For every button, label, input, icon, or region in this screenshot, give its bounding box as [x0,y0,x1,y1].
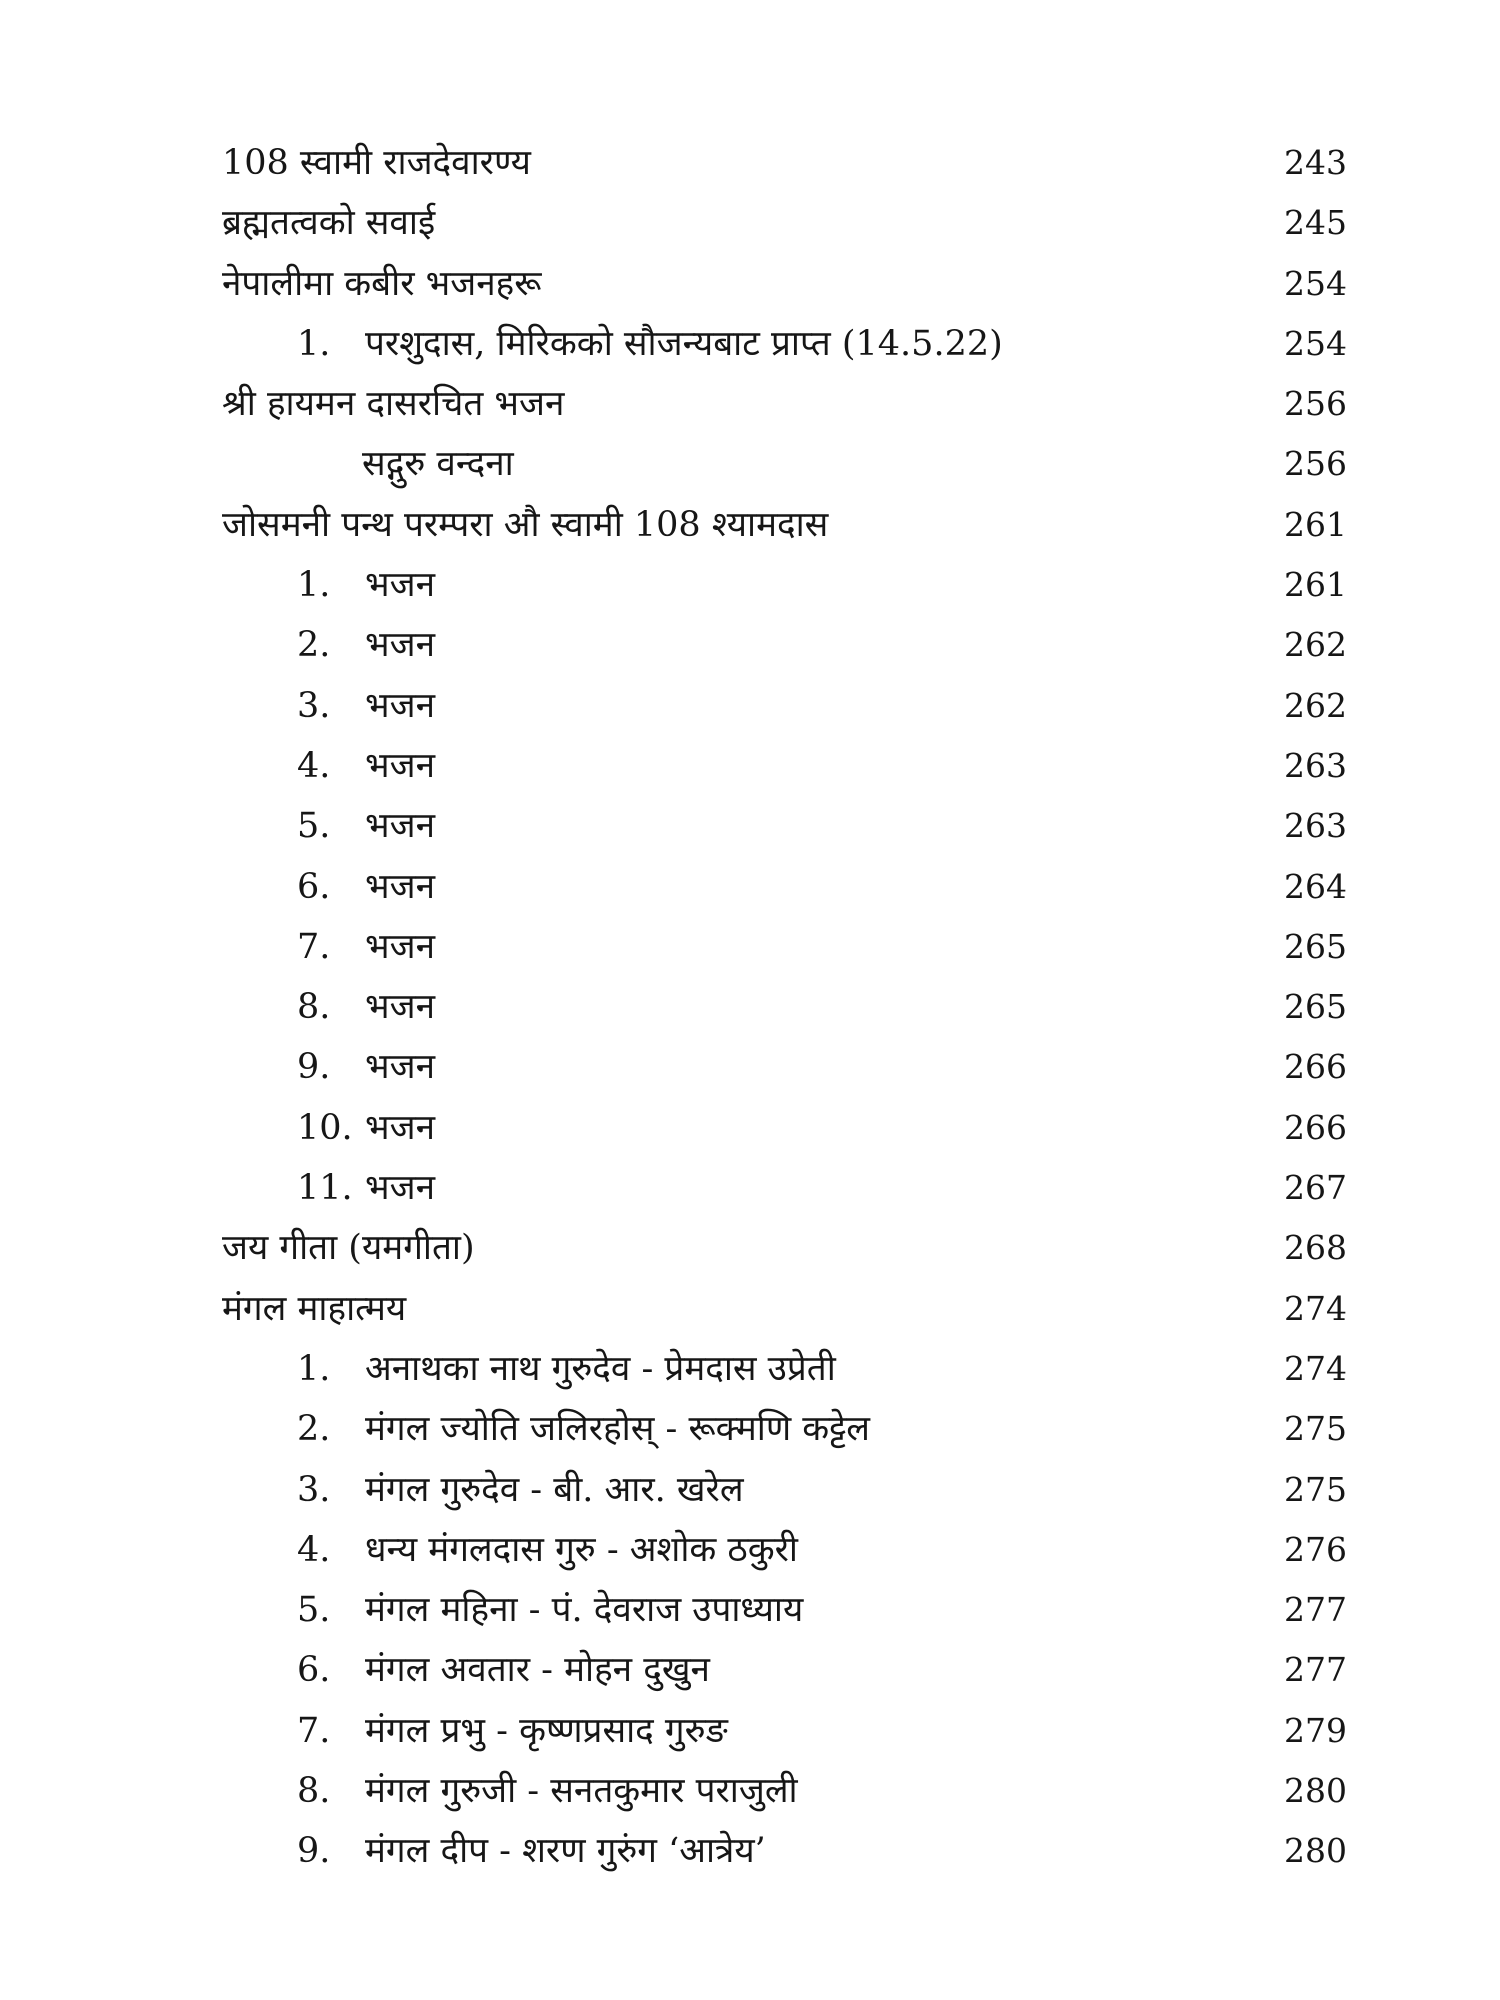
toc-entry-text: भजन [365,806,436,847]
toc-entry-text: भजन [365,1047,436,1088]
toc-entry-title [297,1399,870,1459]
toc-entry [222,193,1347,253]
toc-entry-page-number: 279 [1284,1710,1347,1750]
toc-entry-text: भजन [365,926,436,967]
toc-entry-number: 5. [297,806,331,847]
toc-entry-number: 11. [297,1168,353,1209]
toc-entry-title [297,857,435,917]
toc-entry [222,796,1347,856]
toc-entry [222,434,1347,494]
toc-entry-number: 8. [297,987,331,1028]
toc-entry-title [222,1218,475,1278]
toc-entry-title [297,1339,836,1399]
toc-entry-page-number: 275 [1284,1409,1347,1449]
toc-entry-text: मंगल गुरुदेव - बी. आर. खरेल [365,1469,744,1510]
toc-entry-title [297,1761,798,1821]
toc-entry-text: मंगल माहात्मय [222,1288,407,1329]
toc-entry [222,615,1347,675]
toc-entry-page-number: 265 [1284,926,1347,966]
toc-entry-number: 6. [297,1650,331,1691]
toc-entry [222,555,1347,615]
toc-entry [222,1640,1347,1700]
toc-entry-text: नेपालीमा कबीर भजनहरू [222,263,542,304]
toc-entry-title [297,555,435,615]
toc-entry-page-number: 265 [1284,987,1347,1027]
toc-entry-title [222,254,541,314]
toc-entry [222,857,1347,917]
toc-entry-text: भजन [365,1168,436,1209]
toc-entry-text: सद्गुरु वन्दना [362,444,514,485]
toc-entry-number: 2. [297,625,331,666]
toc-entry [222,1037,1347,1097]
toc-entry-title [297,1520,798,1580]
toc-entry-text: भजन [365,625,436,666]
toc-entry-number: 6. [297,866,331,907]
toc-entry-number: 7. [297,926,331,967]
toc-entry-title [222,1279,406,1339]
toc-entry-text: भजन [365,987,436,1028]
toc-entry [222,917,1347,977]
toc-entry-title [297,1037,435,1097]
toc-entry-number: 8. [297,1771,331,1812]
toc-entry-title [297,615,435,675]
toc-entry-title [297,796,435,856]
toc-entry [222,1098,1347,1158]
toc-entry-title [222,193,435,253]
toc-entry-number: 2. [297,1409,331,1450]
toc-entry-text: जय गीता (यमगीता) [222,1228,475,1269]
toc-entry-text: मंगल अवतार - मोहन दुखुन [365,1650,710,1691]
toc-entry-page-number: 243 [1284,143,1347,182]
toc-entry [222,1821,1347,1881]
toc-entry-title [297,1640,710,1700]
toc-entry [222,1279,1347,1339]
toc-entry-number: 1. [297,1348,331,1389]
toc-entry-text: अनाथका नाथ गुरुदेव - प्रेमदास उप्रेती [365,1348,836,1389]
toc-entry-text: धन्य मंगलदास गुरु - अशोक ठकुरी [365,1529,798,1570]
toc-entry-title [297,977,435,1037]
toc-entry-text: मंगल गुरुजी - सनतकुमार पराजुली [365,1771,798,1812]
toc-entry-text: भजन [365,866,436,907]
toc-entry-page-number: 277 [1284,1650,1347,1690]
toc-entry-page-number: 263 [1284,745,1347,785]
toc-entry-number: 4. [297,745,331,786]
toc-entry-title [222,374,564,434]
toc-entry [222,1460,1347,1520]
toc-entry-page-number: 275 [1284,1469,1347,1509]
table-of-contents [222,133,1347,1882]
toc-entry [222,1701,1347,1761]
toc-entry-page-number: 261 [1284,565,1347,605]
toc-entry-title [297,917,435,977]
toc-entry-title [297,1460,744,1520]
toc-entry-page-number: 274 [1284,1288,1347,1328]
toc-entry-page-number: 256 [1284,384,1347,424]
toc-entry [222,314,1347,374]
toc-entry-page-number: 266 [1284,1047,1347,1087]
toc-entry-page-number: 266 [1284,1107,1347,1147]
toc-entry-title [222,495,828,555]
toc-entry-title [297,736,435,796]
toc-entry-page-number: 262 [1284,625,1347,665]
toc-entry-page-number: 245 [1284,203,1347,243]
toc-entry [222,254,1347,314]
toc-entry-number: 3. [297,685,331,726]
toc-entry-number: 7. [297,1710,331,1751]
toc-entry-text: भजन [365,745,436,786]
toc-entry-page-number: 256 [1284,444,1347,484]
toc-entry-page-number: 276 [1284,1529,1347,1569]
toc-entry-number: 10. [297,1107,353,1148]
toc-entry-title [297,1098,435,1158]
toc-entry-title [297,1580,803,1640]
toc-entry-number: 3. [297,1469,331,1510]
toc-entry-title [362,434,514,494]
toc-entry-page-number: 261 [1284,504,1347,544]
toc-entry [222,1399,1347,1459]
toc-entry-number: 1. [297,323,331,364]
toc-entry-title [297,1821,766,1881]
toc-entry-title [297,1158,435,1218]
toc-entry-page-number: 254 [1284,323,1347,363]
toc-entry-text: ब्रह्मतत्वको सवाई [222,203,436,244]
toc-entry-text: मंगल प्रभु - कृष्णप्रसाद गुरुङ [365,1710,728,1751]
toc-entry [222,1339,1347,1399]
toc-entry-text: भजन [365,565,436,606]
toc-entry [222,1520,1347,1580]
toc-entry-text: मंगल महिना - पं. देवराज उपाध्याय [365,1590,804,1631]
toc-entry-page-number: 280 [1284,1771,1347,1811]
toc-entry-title [222,133,531,193]
toc-entry-title [297,314,1003,374]
toc-entry [222,736,1347,796]
toc-entry [222,676,1347,736]
toc-entry-page-number: 268 [1284,1228,1347,1268]
toc-entry [222,1218,1347,1278]
toc-entry-page-number: 277 [1284,1590,1347,1630]
toc-entry-title [297,676,435,736]
toc-entry-text: जोसमनी पन्थ परम्परा औ स्वामी 108 श्यामदास [222,504,829,545]
toc-entry-page-number: 263 [1284,806,1347,846]
toc-entry-text: मंगल दीप - शरण गुरुंग ‘आत्रेय’ [365,1831,766,1872]
toc-entry-page-number: 254 [1284,263,1347,303]
toc-entry-page-number: 267 [1284,1168,1347,1208]
toc-entry [222,133,1347,193]
toc-entry-number: 5. [297,1590,331,1631]
toc-entry-text: परशुदास, मिरिकको सौजन्यबाट प्राप्त (14.5.22) [365,323,1003,364]
toc-entry-text: भजन [365,685,436,726]
toc-entry [222,1761,1347,1821]
toc-entry [222,1158,1347,1218]
toc-entry-page-number: 262 [1284,685,1347,725]
toc-entry-page-number: 264 [1284,866,1347,906]
toc-entry-text: मंगल ज्योति जलिरहोस् - रूक्मणि कट्टेल [365,1409,870,1450]
toc-entry [222,495,1347,555]
toc-entry-text: श्री हायमन दासरचित भजन [222,384,565,425]
toc-entry-number: 4. [297,1529,331,1570]
toc-entry-title [297,1701,728,1761]
toc-entry [222,977,1347,1037]
toc-entry-number: 1. [297,565,331,606]
toc-entry-number: 9. [297,1831,331,1872]
toc-entry-text: भजन [365,1107,436,1148]
toc-entry [222,374,1347,434]
toc-entry [222,1580,1347,1640]
toc-entry-page-number: 274 [1284,1348,1347,1388]
toc-entry-text: 108 स्वामी राजदेवारण्य [222,143,531,183]
toc-entry-page-number: 280 [1284,1831,1347,1871]
toc-entry-number: 9. [297,1047,331,1088]
